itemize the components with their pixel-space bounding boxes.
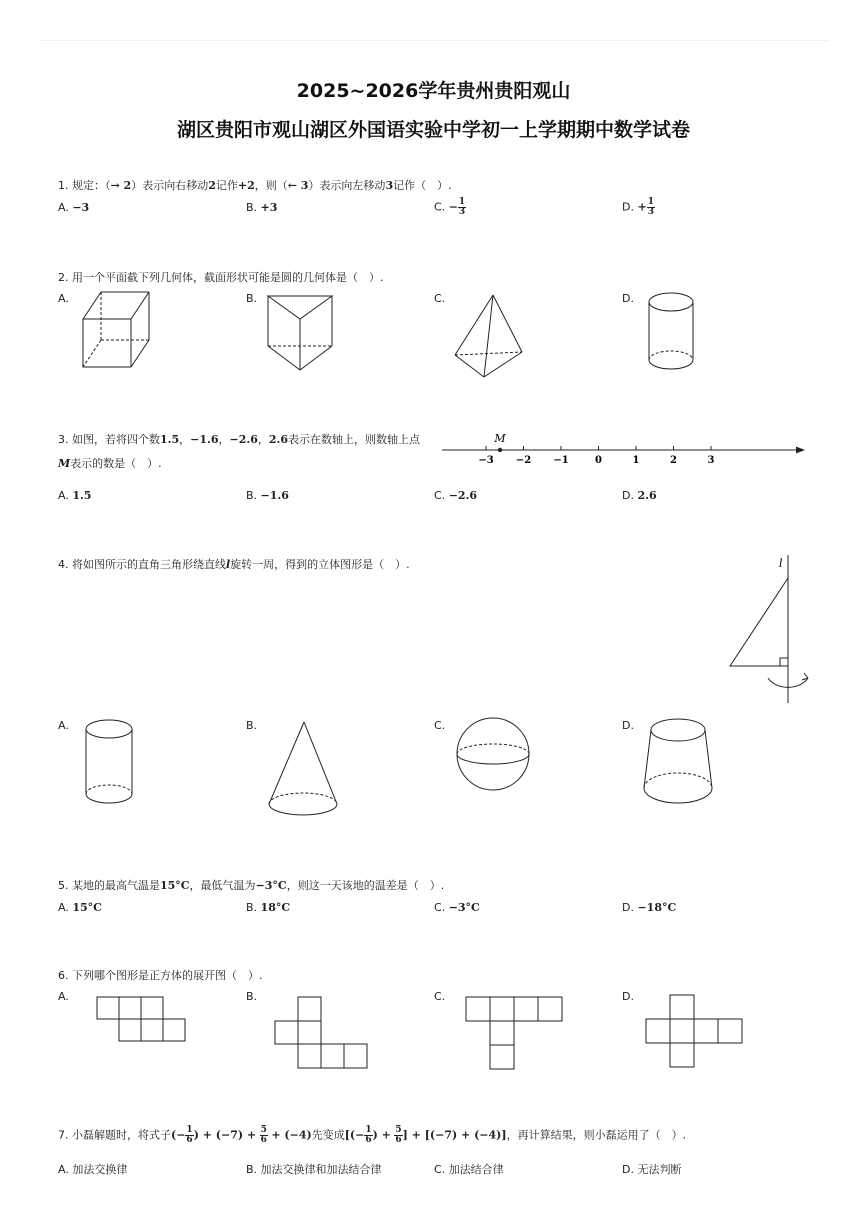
point-m-label: M [494,432,506,445]
q5-option-b[interactable]: B. 18°C [246,901,291,914]
question-6-stem: 6. 下列哪个图形是正方体的展开图（ ）. [58,969,263,982]
q3-option-d[interactable]: D. 2.6 [622,489,657,502]
exam-title-line1: 2025~2026学年贵州贵阳观山 [296,80,571,102]
q2-option-c-label[interactable]: C. [434,292,446,305]
q2-option-b-label[interactable]: B. [246,292,258,305]
question-1-stem: 1. 规定：（→ 2）表示向右移动2记作+2，则（← 3）表示向左移动3记作（ ）. [58,179,452,192]
q5-option-d[interactable]: D. −18°C [622,901,677,914]
q3-option-b[interactable]: B. −1.6 [246,489,289,502]
net-d-figure [645,994,743,1068]
q1-option-c[interactable]: C. − $\frac{1}{3}$ [434,197,466,217]
number-line-figure [440,430,810,470]
q4-option-a-label[interactable]: A. [58,719,69,732]
number-line-arrow-icon [796,447,805,454]
answer-cylinder-figure [80,716,138,808]
point-m [498,448,502,452]
q3-option-c[interactable]: C. −2.6 [434,489,478,502]
sphere-figure [452,714,534,796]
q3-option-a[interactable]: A. 1.5 [58,489,92,502]
top-divider [40,40,827,41]
q7-option-b[interactable]: B. 加法交换律和加法结合律 [246,1163,382,1176]
q5-option-c[interactable]: C. −3°C [434,901,480,914]
q7-option-d[interactable]: D. 无法判断 [622,1163,682,1176]
axis-tick-label: 1 [632,455,640,466]
q5-option-a[interactable]: A. 15°C [58,901,102,914]
question-7-stem: 7. 小磊解题时，将式子(− $\frac{1}{6}$ ) + (−7) + $\frac{5}{6}$ + (−4)先变成[(− $\frac{1}{6}$ ) + $\frac{5}{6}$ ] + [(−7) + (−4)]，再计算结果，则小磊运用了（ ）. [58,1125,687,1145]
net-a-figure [96,996,188,1044]
axis-tick-label: −3 [478,455,494,466]
frustum-figure [640,714,720,810]
q1-option-a[interactable]: A. −3 [58,201,90,214]
question-3-stem-line2: M表示的数是（ ）. [58,457,162,470]
exam-title-line2: 湖区贵阳市观山湖区外国语实验中学初一上学期期中数学试卷 [176,119,690,141]
question-2-stem: 2. 用一个平面截下列几何体，截面形状可能是圆的几何体是（ ）. [58,271,384,284]
triangular-prism-figure [263,292,337,374]
axis-tick-label: 2 [670,455,677,466]
right-triangle-figure [724,550,814,708]
cone-figure [264,718,344,820]
axis-tick-label: 0 [595,455,602,466]
q7-option-c[interactable]: C. 加法结合律 [434,1163,504,1176]
net-b-figure [274,996,372,1072]
pyramid-figure [451,292,527,382]
q6-option-b-label[interactable]: B. [246,990,258,1003]
q6-option-d-label[interactable]: D. [622,990,634,1003]
q6-option-a-label[interactable]: A. [58,990,69,1003]
question-5-stem: 5. 某地的最高气温是15°C，最低气温为−3°C，则这一天该地的温差是（ ）. [58,879,445,892]
axis-tick-label: −2 [515,455,532,466]
net-c-figure [465,996,565,1072]
q7-option-a[interactable]: A. 加法交换律 [58,1163,128,1176]
q4-option-d-label[interactable]: D. [622,719,634,732]
q2-option-a-label[interactable]: A. [58,292,69,305]
question-4-stem: 4. 将如图所示的直角三角形绕直线l旋转一周，得到的立体图形是（ ）. [58,558,410,571]
q2-option-d-label[interactable]: D. [622,292,634,305]
cylinder-figure [644,290,700,374]
q1-option-b[interactable]: B. +3 [246,201,278,214]
cube-figure [78,288,158,372]
axis-tick-label: −1 [553,455,569,466]
q4-option-b-label[interactable]: B. [246,719,258,732]
line-l-label: l [779,557,783,570]
q1-option-d[interactable]: D. + $\frac{1}{3}$ [622,197,654,217]
q6-option-c-label[interactable]: C. [434,990,446,1003]
q4-option-c-label[interactable]: C. [434,719,446,732]
question-3-stem-line1: 3. 如图，若将四个数1.5，−1.6，−2.6，2.6表示在数轴上，则数轴上点 [58,433,420,446]
axis-tick-label: 3 [707,455,715,466]
